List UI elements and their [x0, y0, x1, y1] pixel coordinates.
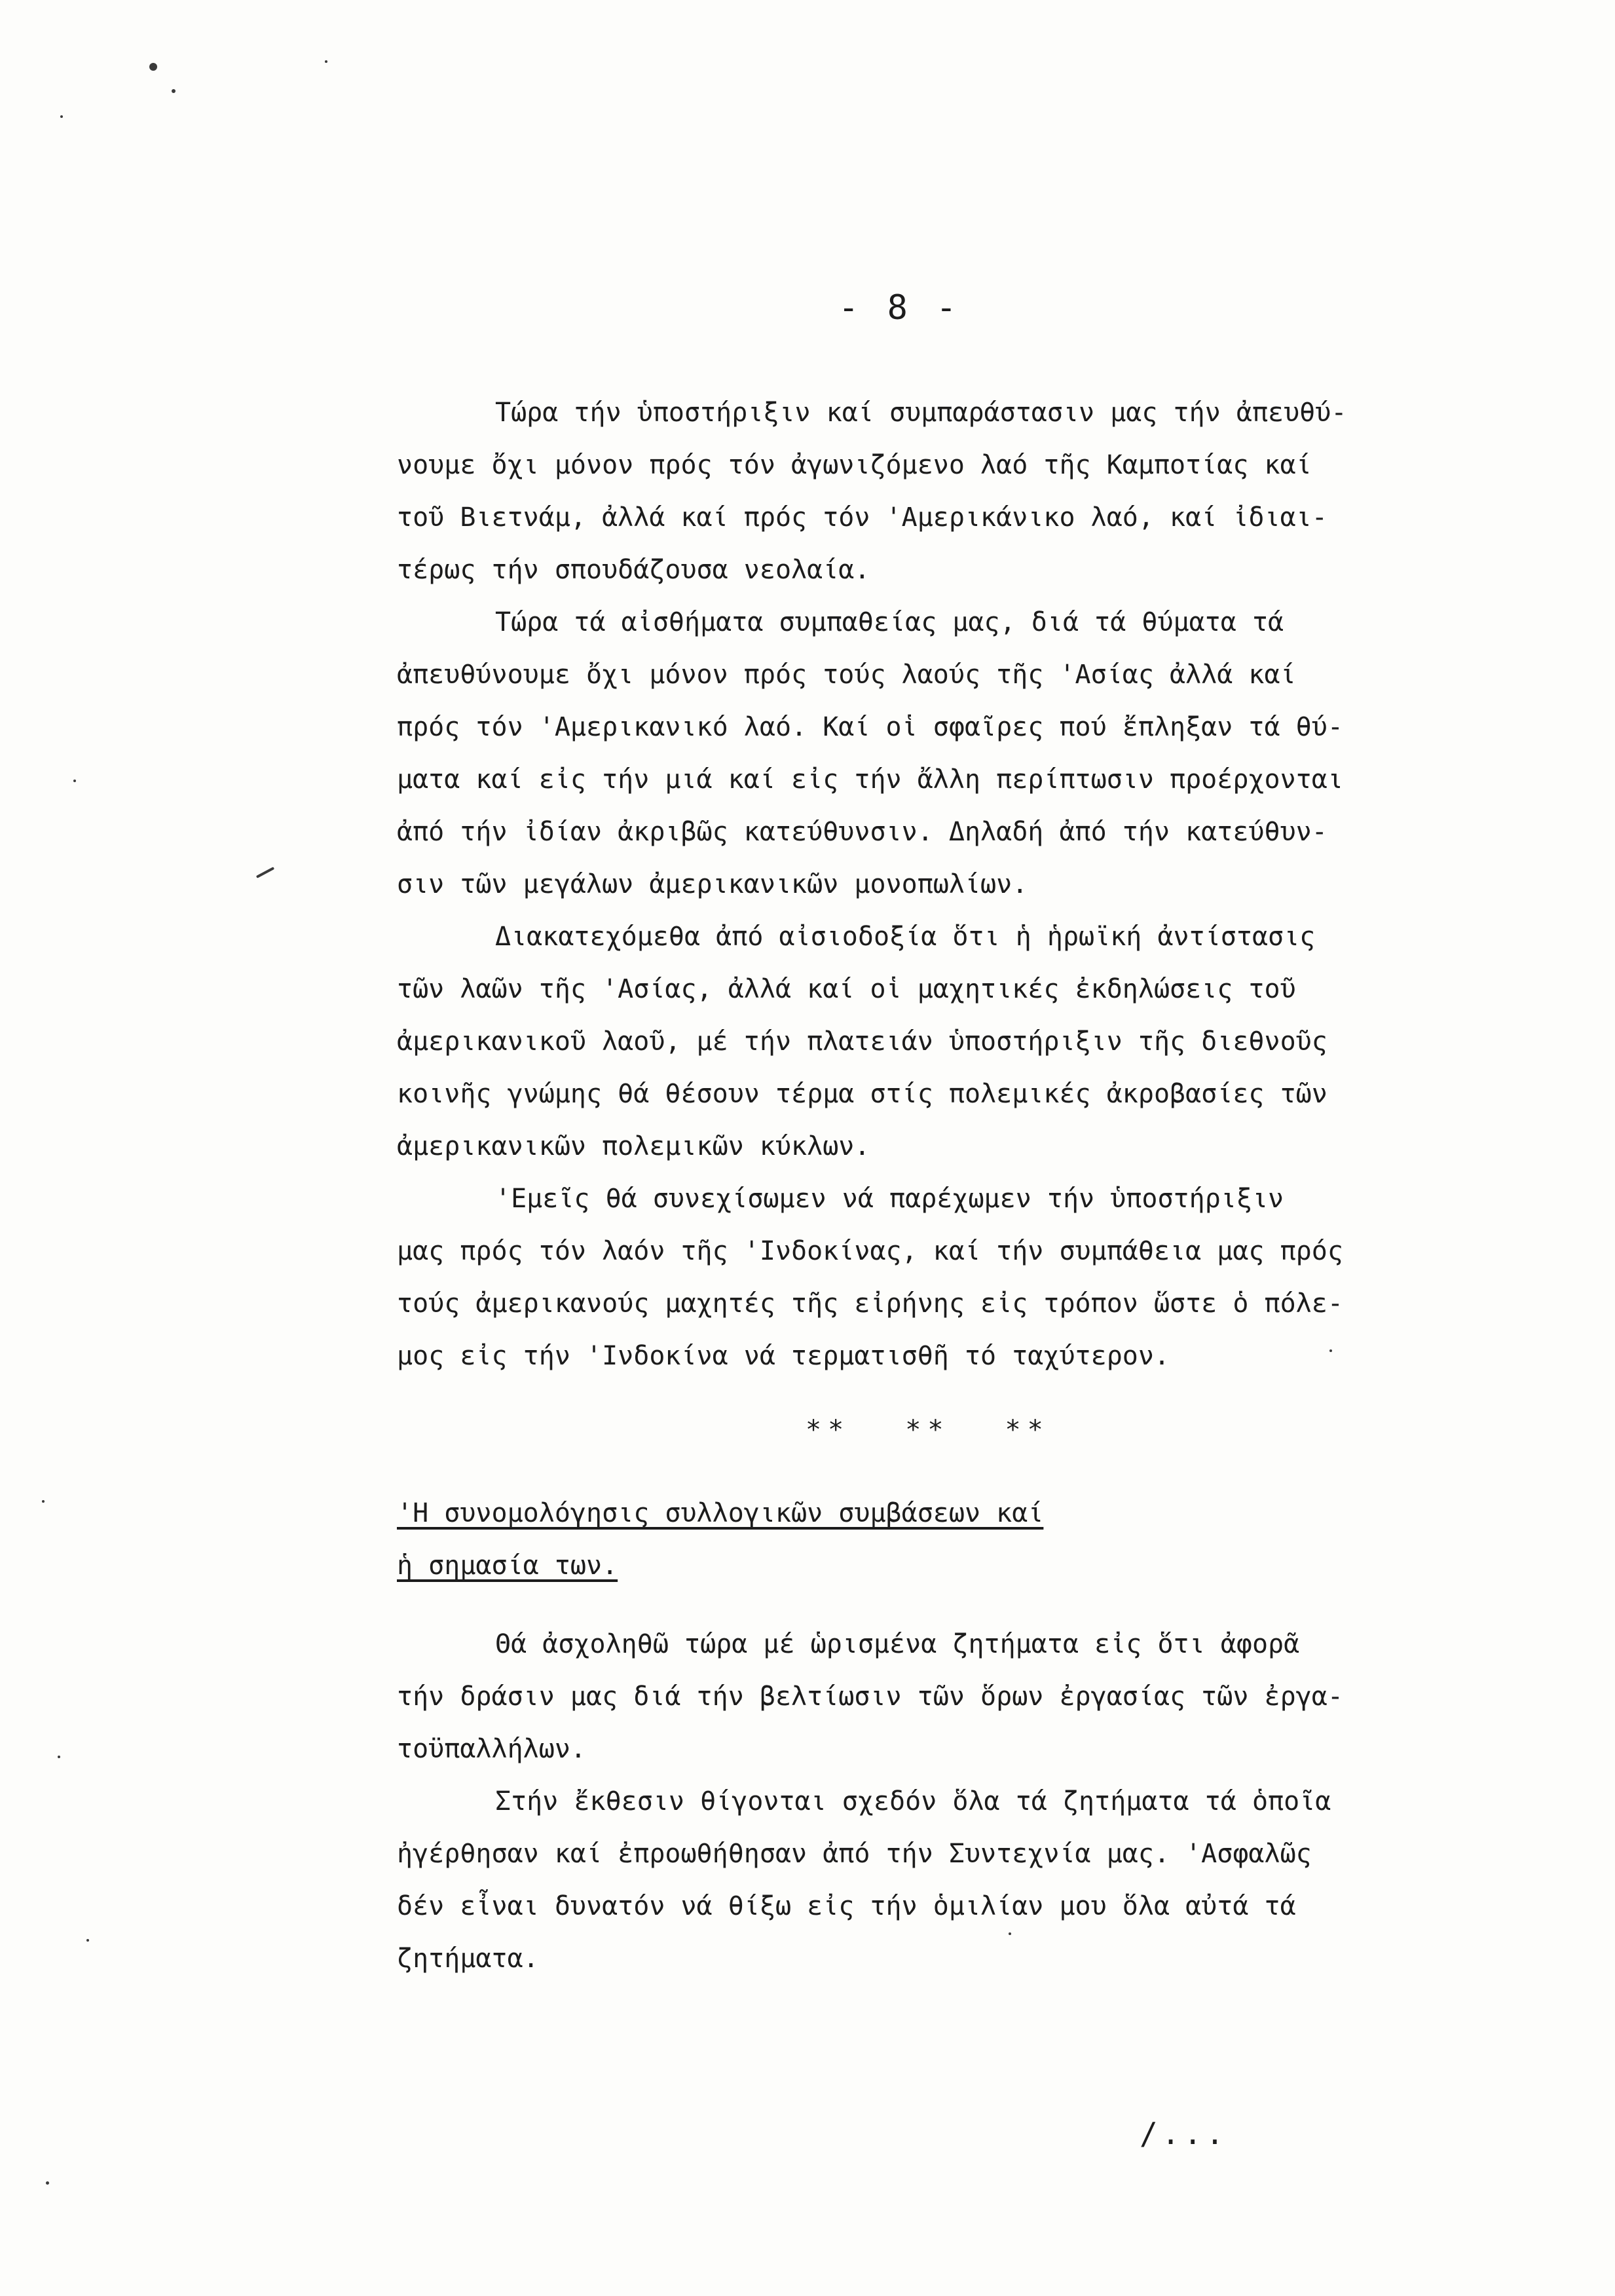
text-line: Τώρα τήν ὑποστήριξιν καί συμπαράστασιν μας τήν ἀπευθύ-: [495, 398, 1347, 428]
page-number: - 8 -: [838, 288, 961, 328]
text-line: ἀπευθύνουμε ὄχι μόνον πρός τούς λαούς τῆς 'Ασίας ἀλλά καί: [397, 660, 1296, 690]
text-line: ἀπό τήν ἰδίαν ἀκριβῶς κατεύθυνσιν. Δηλαδή ἀπό τήν κατεύθυν-: [397, 817, 1327, 847]
text-line: τῶν λαῶν τῆς 'Ασίας, ἀλλά καί οἱ μαχητικές ἐκδηλώσεις τοῦ: [397, 974, 1296, 1004]
text-line: δέν εἶναι δυνατόν νά θίξω εἰς τήν ὁμιλίαν μου ὅλα αὐτά τά: [397, 1891, 1296, 1921]
scan-speck: [86, 1939, 89, 1942]
text-line: ἀμερικανικῶν πολεμικῶν κύκλων.: [397, 1131, 870, 1161]
scan-speck: [58, 1756, 60, 1758]
scan-speck: [1329, 1349, 1332, 1352]
text-line: Στήν ἔκθεσιν θίγονται σχεδόν ὅλα τά ζητήματα τά ὁποῖα: [495, 1786, 1331, 1816]
scan-speck: [172, 89, 176, 93]
section-separator: ** ** **: [806, 1415, 1050, 1445]
text-line: ἠγέρθησαν καί ἐπροωθήθησαν ἀπό τήν Συντεχνία μας. 'Ασφαλῶς: [397, 1839, 1312, 1869]
text-line: Τώρα τά αἰσθήματα συμπαθείας μας, διά τά θύματα τά: [495, 607, 1284, 637]
text-line: μος εἰς τήν 'Ινδοκίνα νά τερματισθῆ τό ταχύτερον.: [397, 1341, 1170, 1371]
text-line: κοινῆς γνώμης θά θέσουν τέρμα στίς πολεμικές ἀκροβασίες τῶν: [397, 1079, 1327, 1109]
text-line: ἀμερικανικοῦ λαοῦ, μέ τήν πλατειάν ὑποστήριξιν τῆς διεθνοῦς: [397, 1026, 1327, 1057]
scan-speck: [46, 2181, 49, 2185]
text-line: μας πρός τόν λαόν τῆς 'Ινδοκίνας, καί τήν συμπάθεια μας πρός: [397, 1236, 1343, 1266]
scan-speck: [60, 115, 63, 118]
scan-speck: [42, 1500, 45, 1503]
scan-speck: [256, 867, 274, 878]
text-line: τέρως τήν σπουδάζουσα νεολαία.: [397, 555, 870, 585]
text-line: Θά ἀσχοληθῶ τώρα μέ ὡρισμένα ζητήματα εἰς ὅτι ἀφορᾶ: [495, 1629, 1300, 1659]
text-line: σιν τῶν μεγάλων ἀμερικανικῶν μονοπωλίων.: [397, 869, 1028, 899]
text-line: νουμε ὄχι μόνον πρός τόν ἀγωνιζόμενο λαό τῆς Καμποτίας καί: [397, 450, 1312, 480]
scan-speck: [73, 780, 76, 782]
continuation-mark: /...: [1140, 2116, 1228, 2151]
section-1-body: [397, 386, 1471, 1382]
section-heading-line-2: ἡ σημασία των.: [397, 1551, 618, 1581]
text-line: πρός τόν 'Αμερικανικό λαό. Καί οἱ σφαῖρες πού ἔπληξαν τά θύ-: [397, 712, 1343, 742]
section-2-body: [397, 1618, 1471, 1985]
text-line: τοῦ Βιετνάμ, ἀλλά καί πρός τόν 'Αμερικάνικο λαό, καί ἰδιαι-: [397, 502, 1327, 533]
text-line: τήν δράσιν μας διά τήν βελτίωσιν τῶν ὅρων ἐργασίας τῶν ἐργα-: [397, 1682, 1343, 1712]
scan-speck: [149, 63, 157, 71]
scan-speck: [1009, 1932, 1011, 1935]
text-line: τούς ἀμερικανούς μαχητές τῆς εἰρήνης εἰς τρόπον ὥστε ὁ πόλε-: [397, 1289, 1343, 1319]
text-line: τοϋπαλλήλων.: [397, 1734, 586, 1764]
text-line: ζητήματα.: [397, 1944, 539, 1974]
text-line: 'Εμεῖς θά συνεχίσωμεν νά παρέχωμεν τήν ὑποστήριξιν: [495, 1184, 1284, 1214]
scan-speck: [325, 60, 327, 63]
text-line: Διακατεχόμεθα ἀπό αἰσιοδοξία ὅτι ἡ ἡρωϊκή ἀντίστασις: [495, 922, 1316, 952]
text-line: ματα καί εἰς τήν μιά καί εἰς τήν ἄλλη περίπτωσιν προέρχονται: [397, 764, 1343, 795]
section-heading-line-1: 'Η συνομολόγησις συλλογικῶν συμβάσεων καί: [397, 1498, 1044, 1528]
